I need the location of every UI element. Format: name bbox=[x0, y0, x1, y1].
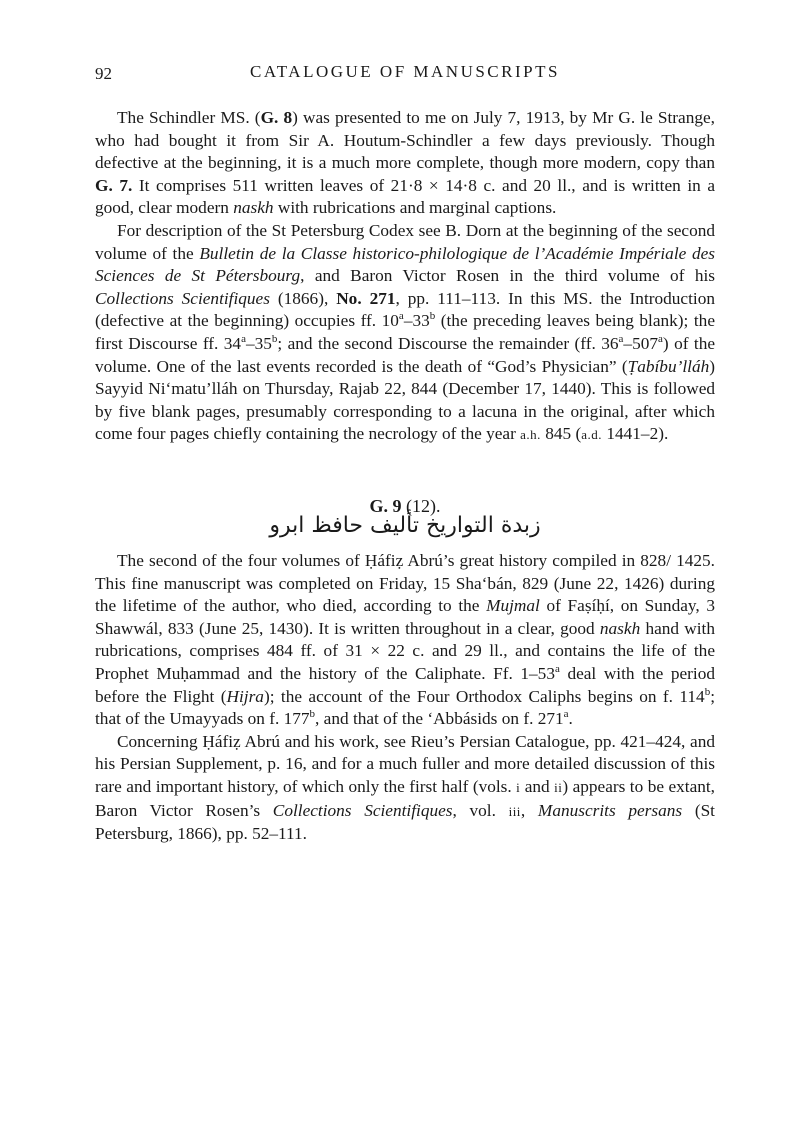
entry-number: (12). bbox=[406, 496, 441, 516]
running-head bbox=[95, 62, 715, 86]
entry-shelfmark: G. 9 bbox=[369, 496, 402, 516]
paragraph-schindler-ms: The Schindler MS. (G. 8) was presented to me on July 7, 1913, by Mr G. le Strange, who had bought it from Sir A. Houtum-Schindler a few days previously. Though defective at the beginning, it is a much more complete, though more modern, copy than G. 7. It comprises 511 written leaves of 21·8 × 14·8 c. and 20 ll., and is written in a good, clear modern naskh with rubrications and marginal captions. bbox=[95, 108, 715, 218]
paragraph-st-petersburg-codex: For description of the St Petersburg Codex see B. Dorn at the beginning of the second volume of the Bulletin de la Classe historico-philologique de l’Académie Impériale des Sciences de St Pétersbourg, and Baron Victor Rosen in the third volume of his Collections Scientifiques (1866), No. 271, pp. 111–113. In this MS. the Introduction (defective at the beginning) occupies ff. 10$^a$–33$^b$ (the preceding leaves being blank); the first Discourse ff. 34$^a$–35$^b$; and the second Discourse the remainder (ff. 36$^a$–507$^a$) of the volume. One of the last events recorded is the death of “God’s Physician” (Ṭabíbu’lláh) Sayyid Ni‘matu’lláh on Thursday, Rajab 22, 844 (December 17, 1440). This is followed by five blank pages, presumably corresponding to a lacuna in the original, after which come four pages chiefly containing the necrology of the year a.h. 845 (a.d. 1441–2). bbox=[95, 220, 716, 444]
page-number: 92 bbox=[95, 64, 112, 83]
running-title: CATALOGUE OF MANUSCRIPTS bbox=[250, 62, 560, 81]
shelfmark: G. 8 bbox=[260, 108, 293, 127]
entry-g7-continued bbox=[95, 107, 715, 447]
paragraph-hafiz-abru-volume: The second of the four volumes of Ḥáfiẓ Abrú’s great history compiled in 828/ 1425. This fine manuscript was completed on Friday, 15 Sha‘bán, 829 (June 22, 1426) during the lifetime of the author, who died, according to the Mujmal of Faṣíḥí, on Sunday, 3 Shawwál, 833 (June 25, 1430). It is written throughout in a clear, good naskh hand with rubrications, comprises 484 ff. of 31 × 22 c. and 29 ll., and contains the life of the Prophet Muḥammad and the history of the Caliphate. Ff. 1–53$^a$ deal with the period before the Flight (Hijra); the account of the Four Orthodox Caliphs begins on f. 114$^b$; that of the Umayyads on f. 177$^b$, and that of the ‘Abbásids on f. 271$^a$. bbox=[95, 551, 716, 729]
arabic-title: زبدة التواريخ تأليف حافظ ابرو bbox=[269, 513, 541, 538]
entry-g9 bbox=[95, 550, 715, 846]
paragraph-references: Concerning Ḥáfiẓ Abrú and his work, see Rieu’s Persian Catalogue, pp. 421–424, and his Persian Supplement, p. 16, and for a much fuller and more detailed discussion of this rare and important history, of which only the first half (vols. i and ii) appears to be extant, Baron Victor Rosen’s Collections Scientifiques, vol. iii, Manuscrits persans (St Petersburg, 1866), pp. 52–111. bbox=[95, 731, 716, 844]
shelfmark-ref: G. 7. bbox=[95, 175, 133, 195]
